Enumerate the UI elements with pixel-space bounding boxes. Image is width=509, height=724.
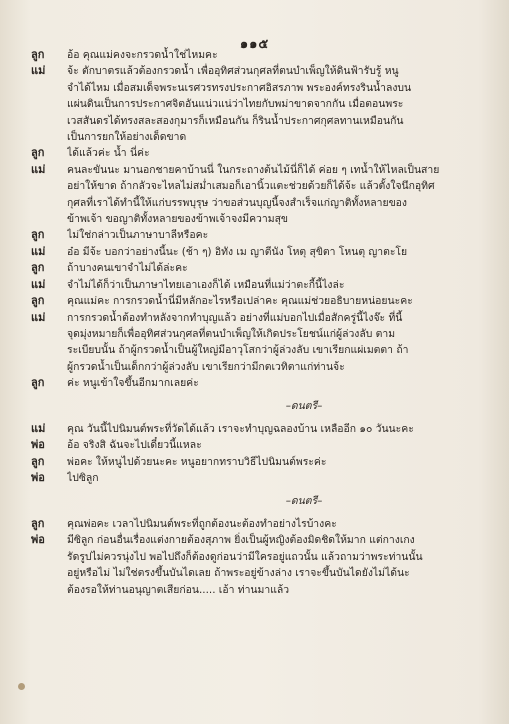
dialogue-line bbox=[28, 532, 490, 548]
speaker-label: พ่อ bbox=[31, 533, 45, 547]
speaker-label: ลูก bbox=[31, 48, 45, 61]
speaker-label: แม่ bbox=[31, 277, 46, 291]
dialogue-text: อ้อ คุณแม่คงจะกรวดน้ำใช่ไหมคะ bbox=[67, 49, 218, 61]
dialogue-line bbox=[28, 162, 490, 178]
dialogue-line bbox=[28, 227, 490, 243]
dialogue-text: คุณ วันนี้ไปนิมนต์พระที่วัดได้แล้ว เราจะทำบุญฉลองบ้าน เหลืออีก ๑๐ วันนะคะ bbox=[67, 422, 414, 435]
dialogue-line bbox=[28, 582, 490, 598]
dialogue-text: การกรวดน้ำต้องทำหลังจากทำบุญแล้ว อย่างที่แม่บอกไปเมื่อสักครู่นี้ไงจ๊ะ ที่นี้ bbox=[67, 311, 403, 324]
dialogue-text: จ้ะ ตักบาตรแล้วต้องกรวดน้ำ เพื่ออุทิศส่วนกุศลที่ตนบำเพ็ญให้ดินฟ้ารับรู้ หนู bbox=[67, 65, 399, 78]
music-separator: –ดนตรี– bbox=[285, 399, 323, 412]
speaker-label: ลูก bbox=[31, 261, 45, 275]
dialogue-text: ระเบียบนั้น ถ้าผู้กรวดน้ำเป็นผู้ใหญ่มีอาวุโสกว่าผู้ล่วงลับ เขาเรียกแผ่เมตตา ถ้า bbox=[67, 344, 409, 357]
dialogue-text: แผ่นดินเป็นการประกาศจิตอันแน่วแน่ว่าไทยกับพม่าขาดจากกัน เมื่อตอนพระ bbox=[67, 98, 404, 111]
dialogue-line bbox=[28, 293, 490, 309]
dialogue-text: มีซิลูก ก่อนอื่นเรื่องแต่งกายต้องสุภาพ ยิ่งเป็นผู้หญิงต้องมิดชิดให้มาก แต่กางเกง bbox=[67, 534, 415, 547]
dialogue-line bbox=[28, 326, 490, 342]
dialogue-text: ถ้าบางคนเขาจำไม่ได้ล่ะคะ bbox=[67, 262, 188, 275]
speaker-label: แม่ bbox=[31, 64, 46, 78]
dialogue-text: จำได้ไหม เมื่อสมเด็จพระนเรศวรทรงประกาศอิสรภาพ พระองค์ทรงรินน้ำลงบน bbox=[67, 81, 412, 94]
dialogue-text: ผู้กรวดน้ำเป็นเด็กกว่าผู้ล่วงลับ เขาเรียกว่ามีกตเวทิตาแก่ท่านจ้ะ bbox=[67, 360, 345, 373]
dialogue-line bbox=[28, 437, 490, 453]
speaker-label: ลูก bbox=[31, 146, 45, 160]
dialogue-line bbox=[28, 129, 490, 145]
page-number: ๑๑๕ bbox=[239, 37, 270, 52]
dialogue-text: อย่าให้ขาด ถ้ากลัวจะไหลไม่สม่ำเสมอก็เอานิ้วแตะช่วยด้วยก็ได้จ้ะ แล้วตั้งใจนึกอุทิศ bbox=[67, 180, 435, 193]
dialogue-text: รัดรูปไม่ควรนุ่งไป พอไปถึงก็ต้องดูก่อนว่ามีใครอยู่แถวนั้น แล้วถามว่าพระท่านนั้น bbox=[67, 550, 423, 563]
dialogue-text: คนละขันนะ มานอกชายคาบ้านนี่ ในกระถางต้นไม้นี่ก็ได้ ค่อย ๆ เทน้ำให้ไหลเป็นสาย bbox=[67, 163, 440, 176]
speaker-label: แม่ bbox=[31, 310, 46, 324]
dialogue-line bbox=[28, 342, 490, 358]
dialogue-text: ค่ะ หนูเข้าใจขึ้นอีกมากเลยค่ะ bbox=[67, 377, 199, 390]
dialogue-text: เป็นการยกให้อย่างเด็ดขาด bbox=[67, 131, 187, 144]
dialogue-text: ต้องรอให้ท่านอนุญาตเสียก่อน..... เอ้า ท่านมาแล้ว bbox=[67, 583, 290, 596]
speaker-label: แม่ bbox=[31, 244, 46, 258]
speaker-label: พ่อ bbox=[31, 471, 45, 485]
speaker-label: พ่อ bbox=[31, 438, 45, 452]
dialogue-text: ไม่ใช่กล่าวเป็นภาษาบาลีหรือคะ bbox=[67, 229, 209, 242]
dialogue-text: เวสสันดรได้ทรงสละสองกุมารก็เหมือนกัน ก็รินน้ำประกาศกุศลทานเหมือนกัน bbox=[67, 114, 404, 127]
dialogue-line bbox=[28, 211, 490, 227]
speaker-label: ลูก bbox=[31, 228, 45, 242]
dialogue-text: ไปซิลูก bbox=[67, 472, 99, 485]
speaker-label: แม่ bbox=[31, 421, 46, 435]
dialogue-text: อ้อ จริงสิ ฉันจะไปเดี๋ยวนี้แหละ bbox=[67, 439, 202, 452]
dialogue-text: พ่อคะ ให้หนูไปด้วยนะคะ หนูอยากทราบวิธีไปนิมนต์พระค่ะ bbox=[67, 455, 327, 468]
speaker-label: ลูก bbox=[31, 516, 45, 530]
dialogue-line bbox=[28, 195, 490, 211]
speaker-label: ลูก bbox=[31, 376, 45, 390]
dialogue-line bbox=[28, 244, 490, 260]
dialogue-line bbox=[28, 421, 490, 437]
speaker-label: ลูก bbox=[31, 294, 45, 308]
dialogue-line bbox=[28, 310, 490, 326]
dialogue-line bbox=[28, 80, 490, 96]
dialogue-text: ข้าพเจ้า ขอญาติทั้งหลายของข้าพเจ้าจงมีความสุข bbox=[67, 213, 289, 226]
dialogue-text: คุณพ่อคะ เวลาไปนิมนต์พระที่ถูกต้องนะต้องทำอย่างไรบ้างคะ bbox=[67, 517, 337, 530]
dialogue-text: ได้แล้วค่ะ น้ำ นี่ค่ะ bbox=[67, 147, 150, 160]
dialogue-line bbox=[28, 178, 490, 194]
dialogue-line bbox=[28, 63, 490, 79]
dialogue-line bbox=[28, 565, 490, 581]
dialogue-line bbox=[28, 113, 490, 129]
dialogue-text: คุณแม่คะ การกรวดน้ำนี่มีหลักอะไรหรือเปล่าคะ คุณแม่ช่วยอธิบายหน่อยนะคะ bbox=[67, 295, 413, 308]
dialogue-text: จุดมุ่งหมายก็เพื่ออุทิศส่วนกุศลที่ตนบำเพ็ญให้เกิดประโยชน์แก่ผู้ล่วงลับ ตาม bbox=[67, 327, 396, 340]
music-separator: –ดนตรี– bbox=[285, 494, 323, 507]
ink-blot bbox=[18, 683, 25, 690]
speaker-label: แม่ bbox=[31, 162, 46, 176]
dialogue-text: อยู่หรือไม่ ไม่ใช่ตรงขึ้นบันไดเลย ถ้าพระอยู่ข้างล่าง เราจะขึ้นบันไดยังไม่ได้นะ bbox=[67, 567, 410, 580]
dialogue-line bbox=[28, 454, 490, 470]
dialogue-body bbox=[28, 47, 490, 598]
dialogue-line bbox=[28, 277, 490, 293]
dialogue-line bbox=[28, 470, 490, 486]
dialogue-text: อ๋อ มีจ้ะ บอกว่าอย่างนี้นะ (ช้า ๆ) อิทัง เม ญาตีนัง โหตุ สุขิตา โหนตุ ญาตะโย bbox=[67, 245, 408, 258]
dialogue-text: กุศลที่เราได้ทำนี้ให้แก่บรรพบุรุษ ว่าขอส่วนบุญนี้จงสำเร็จแก่ญาติทั้งหลายของ bbox=[67, 196, 407, 209]
dialogue-line bbox=[28, 260, 490, 276]
speaker-label: ลูก bbox=[31, 454, 45, 468]
dialogue-line bbox=[28, 516, 490, 532]
dialogue-line bbox=[28, 145, 490, 161]
dialogue-line bbox=[28, 96, 490, 112]
dialogue-line bbox=[28, 549, 490, 565]
dialogue-line bbox=[28, 375, 490, 391]
dialogue-line bbox=[28, 47, 490, 63]
dialogue-text: จำไม่ได้ก็ว่าเป็นภาษาไทยเอาเองก็ได้ เหมือนที่แม่ว่าตะกี้นี้ไงล่ะ bbox=[67, 278, 345, 291]
dialogue-line bbox=[28, 359, 490, 375]
